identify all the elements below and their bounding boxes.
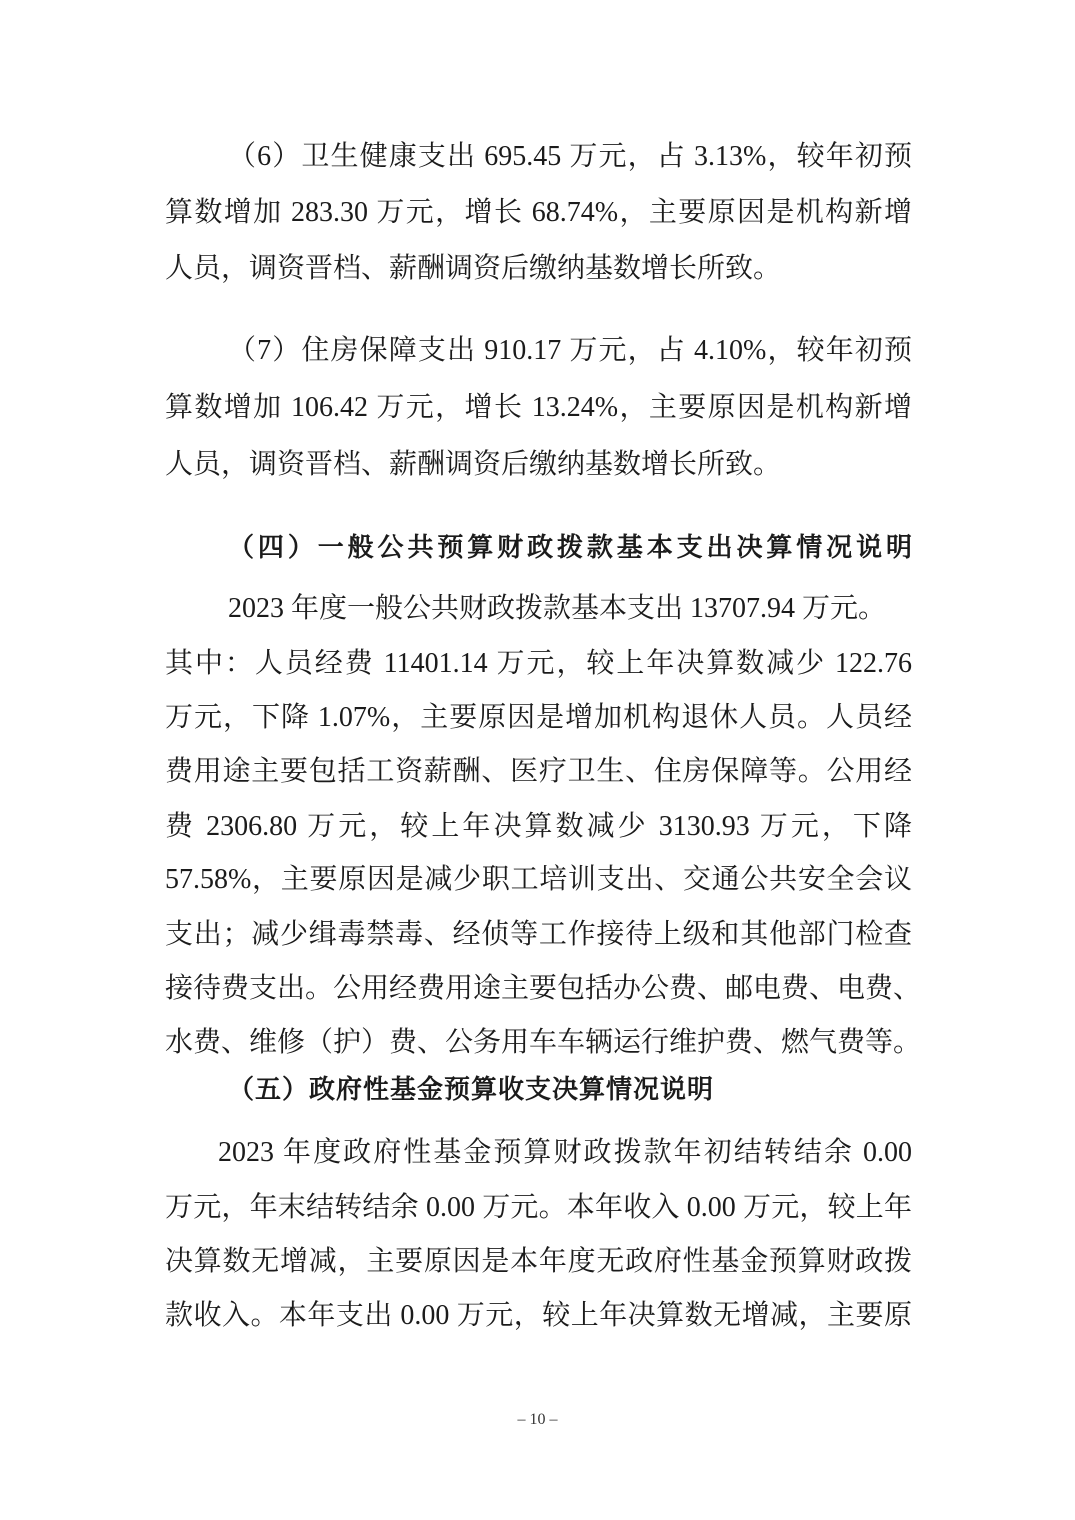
paragraph-line: （6）卫生健康支出 695.45 万元，占 3.13%，较年初预 bbox=[228, 141, 912, 172]
paragraph-line: 水费、维修（护）费、公务用车车辆运行维护费、燃气费等。 bbox=[165, 1027, 922, 1058]
paragraph-line: 2023 年度政府性基金预算财政拨款年初结转结余 0.00 bbox=[218, 1137, 912, 1168]
paragraph-line: 款收入。本年支出 0.00 万元，较上年决算数无增减，主要原 bbox=[165, 1300, 912, 1331]
paragraph-line: 费用途主要包括工资薪酬、医疗卫生、住房保障等。公用经 bbox=[165, 756, 912, 787]
section-heading-government-fund: （五）政府性基金预算收支决算情况说明 bbox=[228, 1075, 715, 1104]
paragraph-line: 费 2306.80 万元，较上年决算数减少 3130.93 万元，下降 bbox=[165, 811, 912, 842]
page-number: – 10 – bbox=[517, 1411, 558, 1428]
paragraph-line: 万元，下降 1.07%，主要原因是增加机构退休人员。人员经 bbox=[165, 702, 912, 733]
paragraph-line: 接待费支出。公用经费用途主要包括办公费、邮电费、电费、 bbox=[165, 973, 922, 1004]
paragraph-line: 人员，调资晋档、薪酬调资后缴纳基数增长所致。 bbox=[165, 253, 782, 284]
paragraph-line: 其中：人员经费 11401.14 万元，较上年决算数减少 122.76 bbox=[165, 648, 912, 679]
paragraph-line: 支出；减少缉毒禁毒、经侦等工作接待上级和其他部门检查 bbox=[165, 919, 912, 950]
section-heading-basic-expenditure: （四）一般公共预算财政拨款基本支出决算情况说明 bbox=[228, 533, 912, 562]
paragraph-line: 人员，调资晋档、薪酬调资后缴纳基数增长所致。 bbox=[165, 449, 782, 480]
paragraph-line: 万元，年末结转结余 0.00 万元。本年收入 0.00 万元，较上年 bbox=[165, 1192, 912, 1223]
paragraph-line: 算数增加 106.42 万元，增长 13.24%，主要原因是机构新增 bbox=[165, 392, 912, 423]
paragraph-line: （7）住房保障支出 910.17 万元，占 4.10%，较年初预 bbox=[228, 335, 912, 366]
paragraph-line: 57.58%，主要原因是减少职工培训支出、交通公共安全会议 bbox=[165, 864, 912, 895]
paragraph-line: 决算数无增减，主要原因是本年度无政府性基金预算财政拨 bbox=[165, 1246, 912, 1277]
paragraph-line: 算数增加 283.30 万元，增长 68.74%，主要原因是机构新增 bbox=[165, 197, 912, 228]
paragraph-line: 2023 年度一般公共财政拨款基本支出 13707.94 万元。 bbox=[228, 593, 887, 624]
